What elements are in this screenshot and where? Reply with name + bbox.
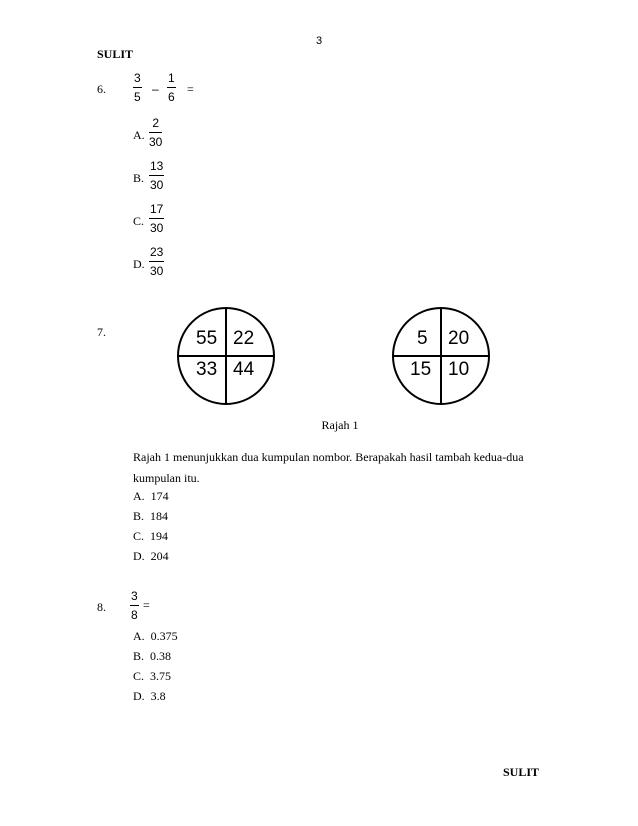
q6-fraction-1-denominator: 5: [134, 90, 141, 104]
q8-option-c-value: 3.75: [150, 669, 172, 683]
q8-option-c: [133, 669, 171, 684]
q7-option-c-letter: C.: [133, 529, 145, 543]
q7-option-d-letter: D.: [133, 549, 145, 563]
q7-option-b-value: 184: [150, 509, 169, 523]
q8-fraction-numerator: 3: [131, 589, 138, 603]
fraction-bar: [130, 605, 139, 606]
q8-option-a-value: 0.375: [150, 629, 178, 643]
q6-option-b-letter: B.: [133, 171, 145, 185]
q8-option-c-letter: C.: [133, 669, 145, 683]
q7-option-d-value: 204: [150, 549, 169, 563]
q7-circle-2-diagram: [385, 300, 497, 412]
q7-text-line-1: Rajah 1 menunjukkan dua kumpulan nombor. Berapakah hasil tambah kedua-dua: [133, 450, 524, 464]
q8-option-d-value: 3.8: [150, 689, 166, 703]
q6-fraction-2-denominator: 6: [168, 90, 175, 104]
q7-circle-2-bottom-left: 15: [410, 359, 432, 380]
q7-option-d: [133, 549, 169, 564]
fraction-bar: [167, 87, 176, 88]
q8-option-d-letter: D.: [133, 689, 145, 703]
q7-circle-1-bottom-right: 44: [233, 359, 255, 380]
q6-option-a-numerator: 2: [152, 116, 160, 130]
q6-fraction-2-numerator: 1: [168, 71, 175, 85]
q8-equals: =: [143, 598, 150, 612]
q6-option-d-letter: D.: [133, 257, 145, 271]
q7-figure-caption: Rajah 1: [321, 418, 359, 432]
q6-option-a-letter: A.: [133, 128, 145, 142]
page-number: 3: [315, 35, 323, 47]
q7-circle-1-top-right: 22: [233, 328, 255, 349]
q7-circle-2-top-left: 5: [417, 328, 428, 349]
q6-fraction-1: [133, 71, 142, 104]
q6-option-c-letter: C.: [133, 214, 145, 228]
q8-fraction: [130, 589, 139, 622]
q7-circle-1-top-left: 55: [196, 328, 218, 349]
q7-text-line-2: kumpulan itu.: [133, 471, 200, 485]
q6-option-a-fraction: [149, 116, 162, 149]
fraction-bar: [149, 218, 164, 219]
q6-option-d-numerator: 23: [150, 245, 164, 259]
q6-option-a-denominator: 30: [149, 135, 163, 149]
q7-option-a-value: 174: [150, 489, 169, 503]
q7-circle-1-bottom-left: 33: [196, 359, 218, 380]
fraction-bar: [133, 87, 142, 88]
header-classification: SULIT: [97, 47, 134, 61]
q8-option-b: [133, 649, 171, 664]
q6-option-c-denominator: 30: [150, 221, 164, 235]
q7-option-a-letter: A.: [133, 489, 145, 503]
q7-option-b: [133, 509, 168, 524]
fraction-bar: [149, 175, 164, 176]
q7-number: 7.: [97, 325, 106, 339]
q6-option-b-denominator: 30: [150, 178, 164, 192]
q7-option-c-value: 194: [150, 529, 169, 543]
q8-option-b-value: 0.38: [150, 649, 172, 663]
q6-option-c-fraction: [149, 202, 164, 235]
q6-option-b-fraction: [149, 159, 164, 192]
q6-equals: =: [187, 82, 194, 96]
q7-circle-2-top-right: 20: [448, 328, 470, 349]
q6-fraction-1-numerator: 3: [134, 71, 141, 85]
q8-option-a: [133, 629, 178, 644]
q7-option-c: [133, 529, 168, 544]
q8-fraction-denominator: 8: [131, 608, 138, 622]
q6-option-d-denominator: 30: [150, 264, 164, 278]
q6-option-c-numerator: 17: [150, 202, 164, 216]
footer-classification: SULIT: [503, 765, 540, 779]
q8-option-d: [133, 689, 166, 704]
q6-number: 6.: [97, 82, 106, 96]
q7-circle-2-bottom-right: 10: [448, 359, 470, 380]
q8-option-b-letter: B.: [133, 649, 145, 663]
fraction-bar: [149, 132, 162, 133]
q6-fraction-2: [167, 71, 176, 104]
q8-number: 8.: [97, 600, 106, 614]
fraction-bar: [149, 261, 164, 262]
q7-option-a: [133, 489, 169, 504]
q6-option-b-numerator: 13: [150, 159, 164, 173]
q6-operator: –: [152, 82, 159, 96]
q7-circle-1-diagram: [170, 300, 282, 412]
q8-option-a-letter: A.: [133, 629, 145, 643]
q7-option-b-letter: B.: [133, 509, 145, 523]
q6-option-d-fraction: [149, 245, 164, 278]
